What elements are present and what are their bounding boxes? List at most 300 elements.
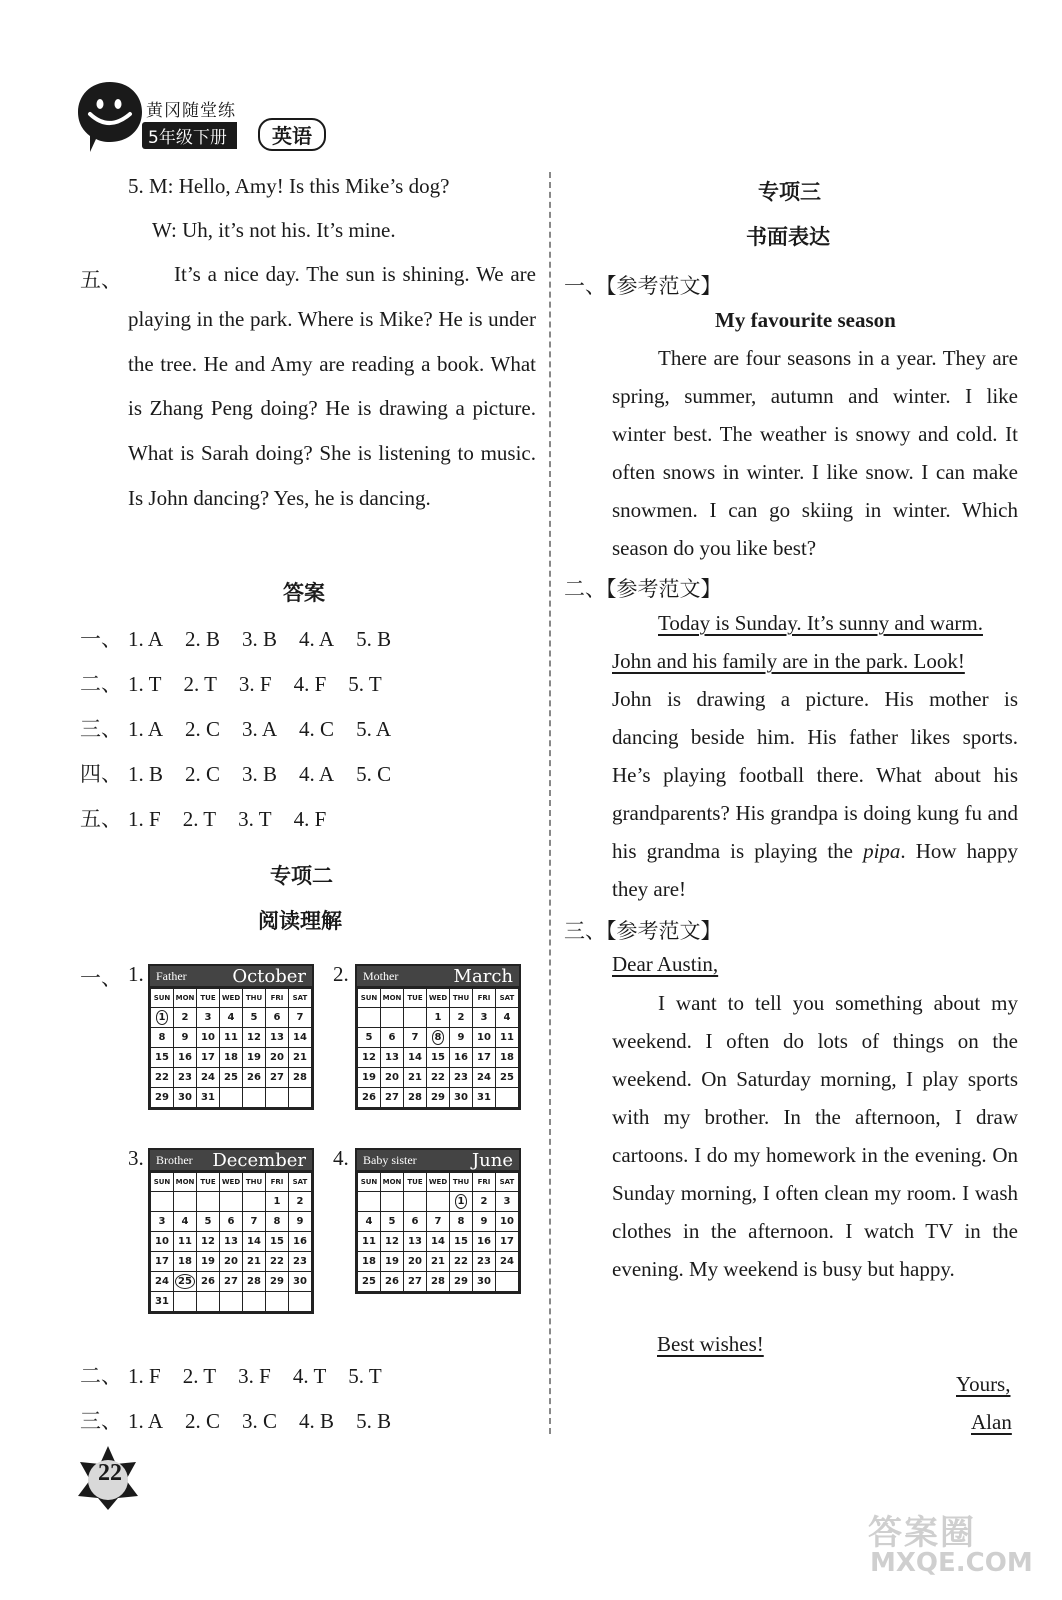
day-number: 8 xyxy=(457,1216,465,1227)
calendar-day xyxy=(404,1068,427,1088)
day-number: 10 xyxy=(500,1216,514,1227)
day-number: 20 xyxy=(224,1256,238,1267)
day-number: 19 xyxy=(247,1052,261,1063)
reading-q3-label: 三、 xyxy=(80,1409,122,1433)
day-number: 18 xyxy=(362,1256,376,1267)
answer-item: 3. B xyxy=(242,762,278,786)
answer-item: 2. T xyxy=(182,807,217,831)
day-number: 19 xyxy=(201,1256,215,1267)
day-number: 30 xyxy=(477,1276,491,1287)
answer-item: 1. F xyxy=(128,807,161,831)
day-number: 15 xyxy=(454,1236,468,1247)
day-number: 25 xyxy=(224,1072,238,1083)
day-number: 15 xyxy=(431,1052,445,1063)
calendar-weekday: THU xyxy=(243,989,266,1008)
day-number: 12 xyxy=(385,1236,399,1247)
day-number: 24 xyxy=(500,1256,514,1267)
calendar-weekday: TUE xyxy=(197,1173,220,1192)
calendar-day xyxy=(358,1088,381,1108)
day-number: 13 xyxy=(270,1032,284,1043)
calendar-day xyxy=(358,1232,381,1252)
calendar-day xyxy=(427,1272,450,1292)
calendar-day xyxy=(197,1252,220,1272)
calendar-day xyxy=(220,1192,243,1212)
calendar-weekday: SAT xyxy=(289,1173,312,1192)
day-number: 17 xyxy=(500,1236,514,1247)
answer-item: 1. A xyxy=(128,1409,164,1433)
calendar-day xyxy=(381,1008,404,1028)
letter-yours: Yours, xyxy=(956,1372,1011,1396)
day-number: 9 xyxy=(457,1032,465,1043)
day-number: 2 xyxy=(296,1196,304,1207)
calendar-day xyxy=(243,1028,266,1048)
day-number: 13 xyxy=(224,1236,238,1247)
calendar-day xyxy=(266,1068,289,1088)
answer-row xyxy=(80,713,413,743)
calendar-day xyxy=(197,1192,220,1212)
writing-1-text: There are four seasons in a year. They are spring, summer, autumn and winter. I like winter best. The weather is snowy and cold. It often snows in winter. I like snow. I can make snowmen. I can go skiing in winter. Which season do you like best? xyxy=(612,346,1018,560)
calendar-day xyxy=(266,1272,289,1292)
answer-item: 2. C xyxy=(185,1409,221,1433)
day-number: 3 xyxy=(480,1012,488,1023)
calendar-day xyxy=(174,1292,197,1312)
day-number: 4 xyxy=(227,1012,235,1023)
calendar-person: Father xyxy=(156,968,187,983)
calendar-day xyxy=(220,1028,243,1048)
calendar-day xyxy=(427,1252,450,1272)
calendar-day xyxy=(243,1252,266,1272)
answers-title: 答案 xyxy=(283,581,325,605)
calendar-day xyxy=(151,1088,174,1108)
calendar-day xyxy=(197,1088,220,1108)
day-number: 9 xyxy=(480,1216,488,1227)
calendar-day xyxy=(427,1212,450,1232)
calendar-day xyxy=(174,1008,197,1028)
answer-item: 2. C xyxy=(185,762,221,786)
calendar-number: 3. xyxy=(128,1146,144,1170)
calendar-day xyxy=(450,1232,473,1252)
day-number: 7 xyxy=(434,1216,442,1227)
calendar-day xyxy=(174,1192,197,1212)
calendar-day xyxy=(289,1292,312,1312)
calendar-day xyxy=(496,1272,519,1292)
page-number: 22 xyxy=(98,1460,122,1486)
day-number: 11 xyxy=(500,1032,514,1043)
answer-item: 4. F xyxy=(293,672,327,696)
calendar-day xyxy=(197,1068,220,1088)
answer-item: 4. T xyxy=(292,1364,327,1388)
answer-item: 2. T xyxy=(182,1364,217,1388)
calendar-day xyxy=(174,1272,197,1292)
day-number: 22 xyxy=(155,1072,169,1083)
reading-q1-label: 一、 xyxy=(80,966,122,990)
day-number: 15 xyxy=(155,1052,169,1063)
day-number: 27 xyxy=(408,1276,422,1287)
day-number: 30 xyxy=(293,1276,307,1287)
day-number: 9 xyxy=(296,1216,304,1227)
circled-day: 8 xyxy=(432,1030,445,1045)
calendar-day xyxy=(220,1088,243,1108)
answer-row-label: 一、 xyxy=(80,627,122,651)
calendar-day xyxy=(220,1292,243,1312)
day-number: 29 xyxy=(270,1276,284,1287)
day-number: 24 xyxy=(155,1276,169,1287)
writing-3-label: 三、【参考范文】 xyxy=(564,919,722,943)
calendar-day xyxy=(450,1008,473,1028)
calendar-day xyxy=(220,1068,243,1088)
calendar-day xyxy=(151,1272,174,1292)
calendar-day xyxy=(496,1088,519,1108)
answer-item: 1. A xyxy=(128,627,164,651)
circled-day: 1 xyxy=(156,1010,169,1025)
section-2-title: 专项二 xyxy=(270,864,333,888)
day-number: 4 xyxy=(181,1216,189,1227)
calendar-month: December xyxy=(212,1149,306,1171)
day-number: 8 xyxy=(273,1216,281,1227)
calendar-day xyxy=(174,1252,197,1272)
answer-row-label: 二、 xyxy=(80,672,122,696)
calendar-number: 1. xyxy=(128,962,144,986)
calendar-day xyxy=(243,1212,266,1232)
writing-1-title: My favourite season xyxy=(715,308,896,332)
calendar-weekday: SUN xyxy=(151,989,174,1008)
day-number: 3 xyxy=(204,1012,212,1023)
calendar-day xyxy=(450,1192,473,1212)
calendar-day xyxy=(266,1252,289,1272)
series-title: 黄冈随堂练 xyxy=(146,101,236,121)
pipa-word: pipa xyxy=(863,839,901,863)
circled-day: 25 xyxy=(175,1274,195,1289)
calendar-day xyxy=(427,1192,450,1212)
calendar-day xyxy=(220,1212,243,1232)
day-number: 11 xyxy=(362,1236,376,1247)
day-number: 31 xyxy=(477,1092,491,1103)
calendar-day xyxy=(381,1252,404,1272)
calendar-day xyxy=(151,1028,174,1048)
calendar-day xyxy=(197,1232,220,1252)
answer-item: 4. A xyxy=(299,762,335,786)
calendar-weekday: THU xyxy=(450,989,473,1008)
letter-greeting: Dear Austin, xyxy=(612,952,719,976)
calendar-day xyxy=(151,1048,174,1068)
calendar-day xyxy=(381,1088,404,1108)
reading-q2-label: 二、 xyxy=(80,1364,122,1388)
calendar-day xyxy=(220,1252,243,1272)
letter-body: I want to tell you something about my weekend. I often do lots of things on the weekend. On Saturday morning, I play sports with my brother. In the afternoon, I draw cartoons. I do my homework in the evening. On Sunday morning, I often clean my room. I wash clothes in the afternoon. I watch TV in the evening. My weekend is busy but happy. xyxy=(612,991,1018,1281)
day-number: 4 xyxy=(503,1012,511,1023)
section-3-subtitle: 书面表达 xyxy=(746,225,830,249)
calendar-day xyxy=(151,1212,174,1232)
calendar-day xyxy=(450,1028,473,1048)
calendar-day xyxy=(450,1252,473,1272)
day-number: 27 xyxy=(385,1092,399,1103)
answer-item: 4. C xyxy=(299,717,335,741)
calendar-day xyxy=(243,1048,266,1068)
calendar-day xyxy=(381,1212,404,1232)
calendar-day xyxy=(473,1232,496,1252)
calendar-day xyxy=(174,1232,197,1252)
smiley-icon xyxy=(76,80,144,154)
day-number: 15 xyxy=(270,1236,284,1247)
calendar-weekday: MON xyxy=(381,989,404,1008)
day-number: 27 xyxy=(224,1276,238,1287)
calendar-day xyxy=(266,1292,289,1312)
calendar-day xyxy=(450,1212,473,1232)
letter-signature: Alan xyxy=(971,1410,1012,1434)
watermark-logo: 答案圈 xyxy=(868,1513,976,1553)
calendar-number: 2. xyxy=(333,962,349,986)
calendar-day xyxy=(151,1192,174,1212)
calendar-weekday: WED xyxy=(220,1173,243,1192)
calendar-day xyxy=(358,1048,381,1068)
calendar-day xyxy=(220,1232,243,1252)
day-number: 31 xyxy=(201,1092,215,1103)
answer-item: 1. B xyxy=(128,762,164,786)
calendar-weekday: FRI xyxy=(266,989,289,1008)
calendar-person: Mother xyxy=(363,968,399,983)
day-number: 6 xyxy=(227,1216,235,1227)
day-number: 13 xyxy=(385,1052,399,1063)
calendar-weekday: SUN xyxy=(358,989,381,1008)
day-number: 21 xyxy=(293,1052,307,1063)
calendar-day xyxy=(427,1008,450,1028)
calendar-day xyxy=(197,1048,220,1068)
calendar-day xyxy=(289,1088,312,1108)
day-number: 21 xyxy=(431,1256,445,1267)
answer-item: 5. B xyxy=(356,627,392,651)
calendar-day xyxy=(496,1212,519,1232)
day-number: 14 xyxy=(431,1236,445,1247)
answer-item: 4. B xyxy=(299,1409,335,1433)
calendar-day xyxy=(266,1048,289,1068)
calendar-day xyxy=(289,1008,312,1028)
calendar-day xyxy=(289,1192,312,1212)
calendar-day xyxy=(473,1068,496,1088)
calendar-day xyxy=(496,1048,519,1068)
listening-line-5m: 5. M: Hello, Amy! Is this Mike’s dog? xyxy=(128,174,450,198)
calendar-day xyxy=(174,1088,197,1108)
calendar-day xyxy=(358,1252,381,1272)
calendar-day xyxy=(427,1232,450,1252)
day-number: 2 xyxy=(480,1196,488,1207)
day-number: 16 xyxy=(454,1052,468,1063)
calendar-weekday: THU xyxy=(243,1173,266,1192)
calendar-day xyxy=(151,1008,174,1028)
circled-day: 1 xyxy=(455,1194,468,1209)
day-number: 27 xyxy=(270,1072,284,1083)
answer-item: 5. C xyxy=(356,762,392,786)
day-number: 21 xyxy=(408,1072,422,1083)
calendar-day xyxy=(358,1028,381,1048)
day-number: 23 xyxy=(454,1072,468,1083)
answer-item: 4. F xyxy=(293,807,327,831)
calendar-day xyxy=(358,1068,381,1088)
day-number: 17 xyxy=(477,1052,491,1063)
day-number: 24 xyxy=(477,1072,491,1083)
calendar-day xyxy=(404,1212,427,1232)
answer-item: 1. T xyxy=(128,672,162,696)
calendar-day xyxy=(151,1252,174,1272)
calendar-day xyxy=(381,1192,404,1212)
day-number: 21 xyxy=(247,1256,261,1267)
day-number: 11 xyxy=(178,1236,192,1247)
calendar-weekday: TUE xyxy=(197,989,220,1008)
calendar-day xyxy=(496,1028,519,1048)
day-number: 2 xyxy=(181,1012,189,1023)
day-number: 29 xyxy=(155,1092,169,1103)
calendar-day xyxy=(266,1088,289,1108)
calendar-day xyxy=(266,1232,289,1252)
calendar-day xyxy=(404,1232,427,1252)
calendar-day xyxy=(358,1212,381,1232)
writing-2-text: John is drawing a picture. His mother is dancing beside him. His father likes sports. He’s playing football there. What about his grandparents? His grandpa is doing kung fu and his grandma is playing the pipa. How happy they are! xyxy=(612,687,1018,901)
calendar-day xyxy=(197,1292,220,1312)
calendar-number: 4. xyxy=(333,1146,349,1170)
calendar-day xyxy=(496,1192,519,1212)
calendar-weekday: SAT xyxy=(289,989,312,1008)
day-number: 16 xyxy=(477,1236,491,1247)
calendar-day xyxy=(404,1028,427,1048)
day-number: 3 xyxy=(158,1216,166,1227)
reading-q3-answers xyxy=(80,1405,413,1435)
day-number: 18 xyxy=(500,1052,514,1063)
day-number: 1 xyxy=(273,1196,281,1207)
calendar-header xyxy=(357,1150,519,1172)
calendar-day xyxy=(473,1048,496,1068)
calendar-day xyxy=(450,1068,473,1088)
answer-row-label: 五、 xyxy=(80,807,122,831)
calendar-weekday: WED xyxy=(220,989,243,1008)
calendar-day xyxy=(381,1068,404,1088)
day-number: 28 xyxy=(408,1092,422,1103)
answer-item: 5. A xyxy=(356,717,392,741)
calendar-weekday: THU xyxy=(450,1173,473,1192)
answer-row xyxy=(80,803,348,833)
calendar-day xyxy=(289,1048,312,1068)
section-2-subtitle: 阅读理解 xyxy=(258,909,342,933)
calendar-day xyxy=(243,1068,266,1088)
day-number: 6 xyxy=(273,1012,281,1023)
day-number: 20 xyxy=(270,1052,284,1063)
calendar-day xyxy=(243,1272,266,1292)
part-5-label: 五、 xyxy=(80,268,122,292)
day-number: 14 xyxy=(408,1052,422,1063)
calendar-day xyxy=(358,1272,381,1292)
watermark-url: MXQE.COM xyxy=(870,1548,1033,1578)
answer-item: 3. F xyxy=(238,672,272,696)
day-number: 3 xyxy=(503,1196,511,1207)
calendar-day xyxy=(473,1088,496,1108)
calendar-month: October xyxy=(232,965,306,987)
day-number: 19 xyxy=(385,1256,399,1267)
day-number: 11 xyxy=(224,1032,238,1043)
letter-closing: Best wishes! xyxy=(657,1332,764,1356)
calendar-day xyxy=(450,1048,473,1068)
calendar-day xyxy=(220,1272,243,1292)
answer-item: 3. A xyxy=(242,717,278,741)
answer-item: 3. F xyxy=(238,1364,271,1388)
day-number: 18 xyxy=(224,1052,238,1063)
day-number: 8 xyxy=(158,1032,166,1043)
day-number: 10 xyxy=(477,1032,491,1043)
subject-label: 英语 xyxy=(258,118,326,151)
calendar xyxy=(148,964,314,1110)
day-number: 7 xyxy=(296,1012,304,1023)
calendar-day xyxy=(197,1028,220,1048)
calendar-day xyxy=(220,1048,243,1068)
calendar-weekday: WED xyxy=(427,1173,450,1192)
calendar-day xyxy=(197,1212,220,1232)
answer-item: 2. C xyxy=(185,717,221,741)
calendar-weekday: SAT xyxy=(496,1173,519,1192)
day-number: 18 xyxy=(178,1256,192,1267)
day-number: 6 xyxy=(388,1032,396,1043)
day-number: 12 xyxy=(247,1032,261,1043)
answer-row xyxy=(80,623,413,653)
calendar-month: March xyxy=(453,965,513,987)
day-number: 4 xyxy=(365,1216,373,1227)
day-number: 13 xyxy=(408,1236,422,1247)
day-number: 26 xyxy=(247,1072,261,1083)
calendar-header xyxy=(150,966,312,988)
answer-item: 5. T xyxy=(348,1364,382,1388)
day-number: 10 xyxy=(155,1236,169,1247)
calendar-month: June xyxy=(471,1149,513,1171)
calendar-header xyxy=(357,966,519,988)
calendar-person: Brother xyxy=(156,1152,193,1167)
calendar-person: Baby sister xyxy=(363,1152,417,1167)
calendar-day xyxy=(266,1212,289,1232)
answer-item: 5. T xyxy=(348,672,382,696)
day-number: 26 xyxy=(385,1276,399,1287)
calendar-day xyxy=(243,1008,266,1028)
day-number: 29 xyxy=(431,1092,445,1103)
calendar-day xyxy=(174,1212,197,1232)
answer-item: 5. B xyxy=(356,1409,392,1433)
calendar-day xyxy=(496,1252,519,1272)
calendar-day xyxy=(358,1008,381,1028)
calendar-day xyxy=(496,1068,519,1088)
day-number: 5 xyxy=(388,1216,396,1227)
calendar-day xyxy=(151,1292,174,1312)
day-number: 14 xyxy=(293,1032,307,1043)
day-number: 7 xyxy=(250,1216,258,1227)
calendar-day xyxy=(473,1192,496,1212)
calendar-day xyxy=(473,1272,496,1292)
grade-label: 5年级下册 xyxy=(142,122,237,149)
day-number: 23 xyxy=(178,1072,192,1083)
calendar-weekday: FRI xyxy=(266,1173,289,1192)
day-number: 5 xyxy=(250,1012,258,1023)
calendar-day xyxy=(174,1068,197,1088)
calendar-day xyxy=(289,1028,312,1048)
calendar-weekday: SUN xyxy=(151,1173,174,1192)
calendar-day xyxy=(358,1192,381,1212)
listening-line-5w: W: Uh, it’s not his. It’s mine. xyxy=(152,218,396,242)
calendar-day xyxy=(427,1048,450,1068)
answer-row xyxy=(80,668,404,698)
day-number: 19 xyxy=(362,1072,376,1083)
day-number: 5 xyxy=(365,1032,373,1043)
calendar-day xyxy=(427,1088,450,1108)
day-number: 17 xyxy=(155,1256,169,1267)
day-number: 24 xyxy=(201,1072,215,1083)
day-number: 26 xyxy=(201,1276,215,1287)
answer-item: 3. T xyxy=(238,807,272,831)
calendar-day xyxy=(381,1028,404,1048)
day-number: 5 xyxy=(204,1216,212,1227)
calendar-header xyxy=(150,1150,312,1172)
